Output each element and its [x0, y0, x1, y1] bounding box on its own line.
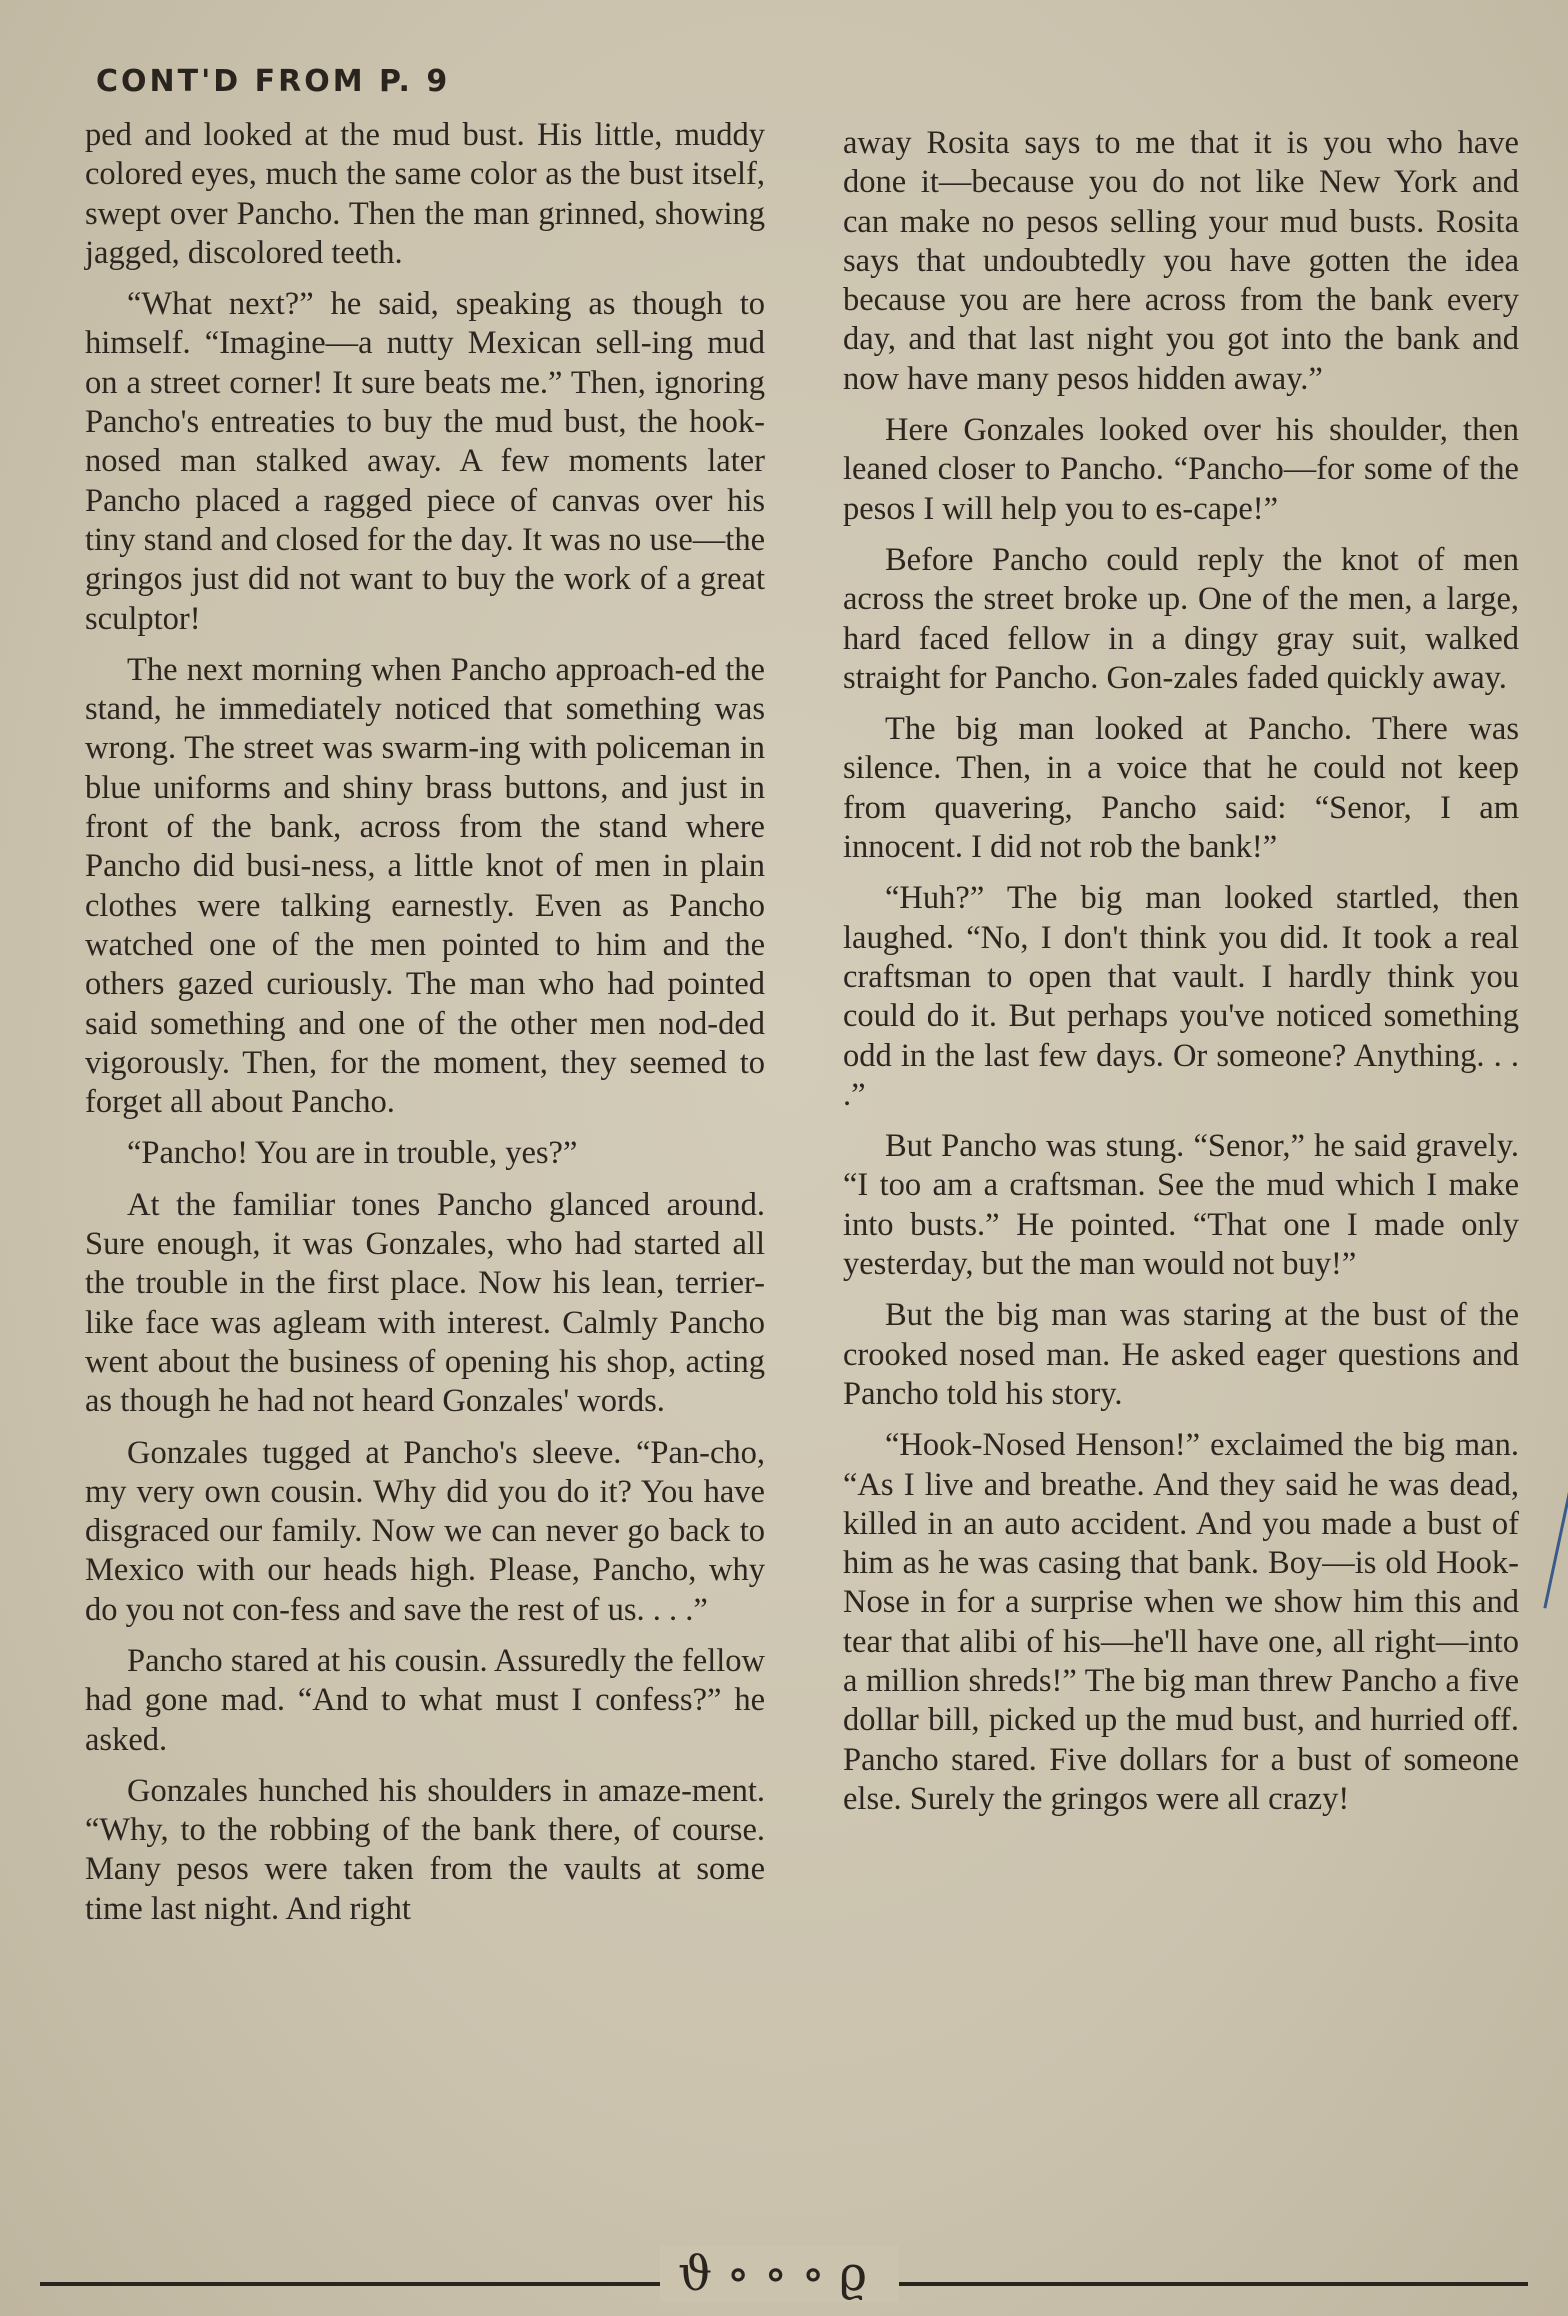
paragraph: Pancho stared at his cousin. Assuredly the fellow had gone mad. “And to what must I confess?” he asked. — [85, 1642, 765, 1758]
paragraph: “Huh?” The big man looked startled, then laughed. “No, I don't think you did. It took a real craftsman to open that vault. I hardly think you could do it. But perhaps you've noticed something odd in the last few days. Or someone? Anything. . . .” — [843, 880, 1519, 1113]
paragraph: Before Pancho could reply the knot of men across the street broke up. One of the men, a large, hard faced fellow in a dingy gray suit, walked straight for Pancho. Gon-zales faded quickly away. — [843, 541, 1519, 696]
ornament-icon: ϑ∘∘∘ϱ — [660, 2246, 899, 2302]
paragraph: But Pancho was stung. “Senor,” he said gravely. “I too am a craftsman. See the mud which I make into busts.” He pointed. “That one I made only yesterday, but the man would not buy!” — [843, 1128, 1519, 1283]
paragraph: The big man looked at Pancho. There was silence. Then, in a voice that he could not keep from quavering, Pancho said: “Senor, I am innocent. I did not rob the bank!” — [843, 711, 1519, 866]
paragraph: At the familiar tones Pancho glanced around. Sure enough, it was Gonzales, who had started all the trouble in the first place. Now his lean, terrier-like face was agleam with interest. Calmly Pancho went about the business of opening his shop, acting as though he had not heard Gonzales' words. — [85, 1186, 765, 1420]
paragraph: The next morning when Pancho approach-ed the stand, he immediately noticed that something was wrong. The street was swarm-ing with policeman in blue uniforms and shiny brass buttons, and just in front of the bank, across from the stand where Pancho did busi-ness, a little knot of men in plain clothes were talking earnestly. Even as Pancho watched one of the men pointed to him and the others gazed curiously. The man who had pointed said something and one of the other men nod-ded vigorously. Then, for the moment, they seemed to forget all about Pancho. — [85, 651, 765, 1121]
left-column — [85, 116, 765, 1941]
right-column — [843, 124, 1519, 1831]
paragraph: Here Gonzales looked over his shoulder, then leaned closer to Pancho. “Pancho—for some of the pesos I will help you to es-cape!” — [843, 412, 1519, 527]
continued-header: CONT'D FROM P. 9 — [96, 64, 451, 99]
paragraph: “Pancho! You are in trouble, yes?” — [127, 1135, 578, 1172]
paragraph: Gonzales hunched his shoulders in amaze-ment. “Why, to the robbing of the bank there, of course. Many pesos were taken from the vaults at some time last night. And right — [85, 1772, 765, 1927]
paragraph: ped and looked at the mud bust. His little, muddy colored eyes, much the same color as the bust itself, swept over Pancho. Then the man grinned, showing jagged, discolored teeth. — [85, 117, 765, 271]
paragraph: But the big man was staring at the bust of the crooked nosed man. He asked eager questions and Pancho told his story. — [843, 1297, 1519, 1412]
paragraph: away Rosita says to me that it is you who have done it—because you do not like New York and can make no pesos selling your mud busts. Rosita says that undoubtedly you have gotten the idea because you are here across from the bank every day, and that last night you got into the bank and now have many pesos hidden away.” — [843, 125, 1519, 397]
paragraph: Gonzales tugged at Pancho's sleeve. “Pan-cho, my very own cousin. Why did you do it? You have disgraced our family. Now we can never go back to Mexico with our heads high. Please, Pancho, why do you not con-fess and save the rest of us. . . .” — [85, 1434, 765, 1628]
paragraph: “What next?” he said, speaking as though to himself. “Imagine—a nutty Mexican sell-ing mud on a street corner! It sure beats me.” Then, ignoring Pancho's entreaties to buy the mud bust, the hook-nosed man stalked away. A few moments later Pancho placed a ragged piece of canvas over his tiny stand and closed for the day. It was no use—the gringos just did not want to buy the work of a great sculptor! — [85, 286, 765, 637]
paragraph: “Hook-Nosed Henson!” exclaimed the big man. “As I live and breathe. And they said he was dead, killed in an auto accident. And you made a bust of him as he was casing that bank. Boy—is old Hook-Nose in for a surprise when we show him this and tear that alibi of his—he'll have one, all right—into a million shreds!” The big man threw Pancho a five dollar bill, picked up the mud bust, and hurried off. Pancho stared. Five dollars for a bust of someone else. Surely the gringos were all crazy! — [843, 1427, 1519, 1817]
ink-mark — [1543, 1442, 1568, 1609]
